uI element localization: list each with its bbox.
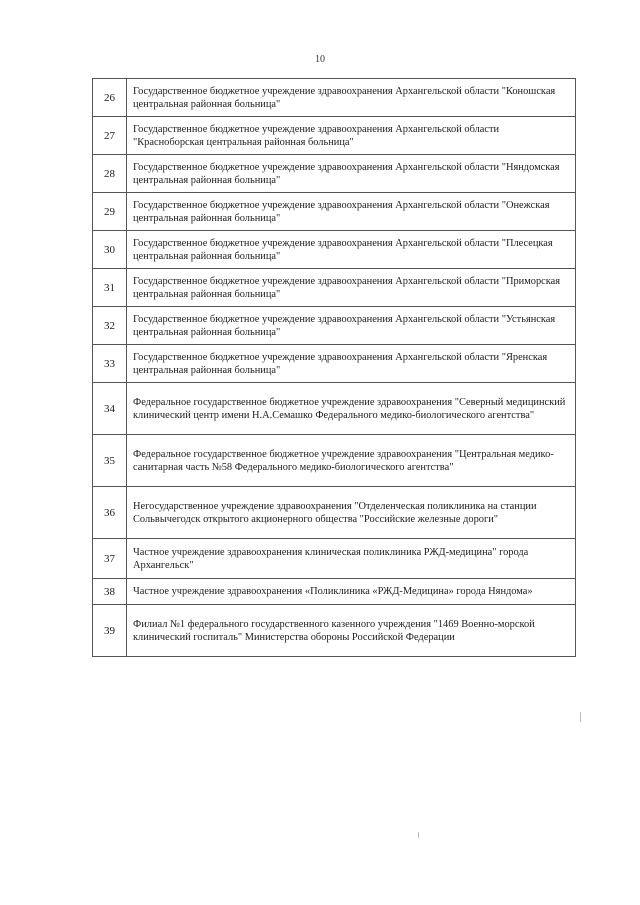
row-number: 31 (93, 269, 127, 307)
row-number: 32 (93, 307, 127, 345)
row-number: 26 (93, 79, 127, 117)
table-row (93, 579, 576, 605)
row-number: 39 (93, 605, 127, 657)
institution-name: Государственное бюджетное учреждение здравоохранения Архангельской области "Красноборская центральная районная больница" (127, 117, 576, 155)
institution-name: Государственное бюджетное учреждение здравоохранения Архангельской области "Приморская центральная районная больница" (127, 269, 576, 307)
institution-name: Государственное бюджетное учреждение здравоохранения Архангельской области "Няндомская центральная районная больница" (127, 155, 576, 193)
table-row (93, 539, 576, 579)
table-row (93, 435, 576, 487)
table-row (93, 117, 576, 155)
row-number: 33 (93, 345, 127, 383)
institution-name: Государственное бюджетное учреждение здравоохранения Архангельской области "Устьянская центральная районная больница" (127, 307, 576, 345)
table-row (93, 231, 576, 269)
table-row (93, 345, 576, 383)
row-number: 38 (93, 579, 127, 605)
row-number: 36 (93, 487, 127, 539)
institution-name: Государственное бюджетное учреждение здравоохранения Архангельской области "Яренская центральная районная больница" (127, 345, 576, 383)
institution-name: Федеральное государственное бюджетное учреждение здравоохранения "Центральная медико-санитарная часть №58 Федерального медико-биологического агентства" (127, 435, 576, 487)
row-number: 29 (93, 193, 127, 231)
table-row (93, 269, 576, 307)
row-number: 35 (93, 435, 127, 487)
institution-name: Частное учреждение здравоохранения клиническая поликлиника РЖД-медицина" города Архангельск" (127, 539, 576, 579)
table-row (93, 79, 576, 117)
institution-name: Филиал №1 федерального государственного казенного учреждения "1469 Военно-морской клинический госпиталь" Министерства обороны Российской Федерации (127, 605, 576, 657)
institution-name: Государственное бюджетное учреждение здравоохранения Архангельской области "Коношская центральная районная больница" (127, 79, 576, 117)
table-row (93, 383, 576, 435)
page-number: 10 (315, 54, 325, 65)
row-number: 28 (93, 155, 127, 193)
institution-name: Негосударственное учреждение здравоохранения "Отделенческая поликлиника на станции Сольвычегодск открытого акционерного общества "Российские железные дороги" (127, 487, 576, 539)
table-row (93, 605, 576, 657)
institution-name: Государственное бюджетное учреждение здравоохранения Архангельской области "Онежская центральная районная больница" (127, 193, 576, 231)
table-row (93, 487, 576, 539)
row-number: 34 (93, 383, 127, 435)
table-row (93, 307, 576, 345)
institution-name: Частное учреждение здравоохранения «Поликлиника «РЖД-Медицина» города Няндома» (127, 579, 576, 605)
table-row (93, 193, 576, 231)
institution-name: Государственное бюджетное учреждение здравоохранения Архангельской области "Плесецкая центральная районная больница" (127, 231, 576, 269)
row-number: 27 (93, 117, 127, 155)
scan-speck (580, 712, 581, 722)
scan-speck (418, 832, 419, 838)
institution-name: Федеральное государственное бюджетное учреждение здравоохранения "Северный медицинский клинический центр имени Н.А.Семашко Федерального медико-биологического агентства" (127, 383, 576, 435)
table-row (93, 155, 576, 193)
row-number: 37 (93, 539, 127, 579)
institutions-table (92, 78, 576, 657)
row-number: 30 (93, 231, 127, 269)
